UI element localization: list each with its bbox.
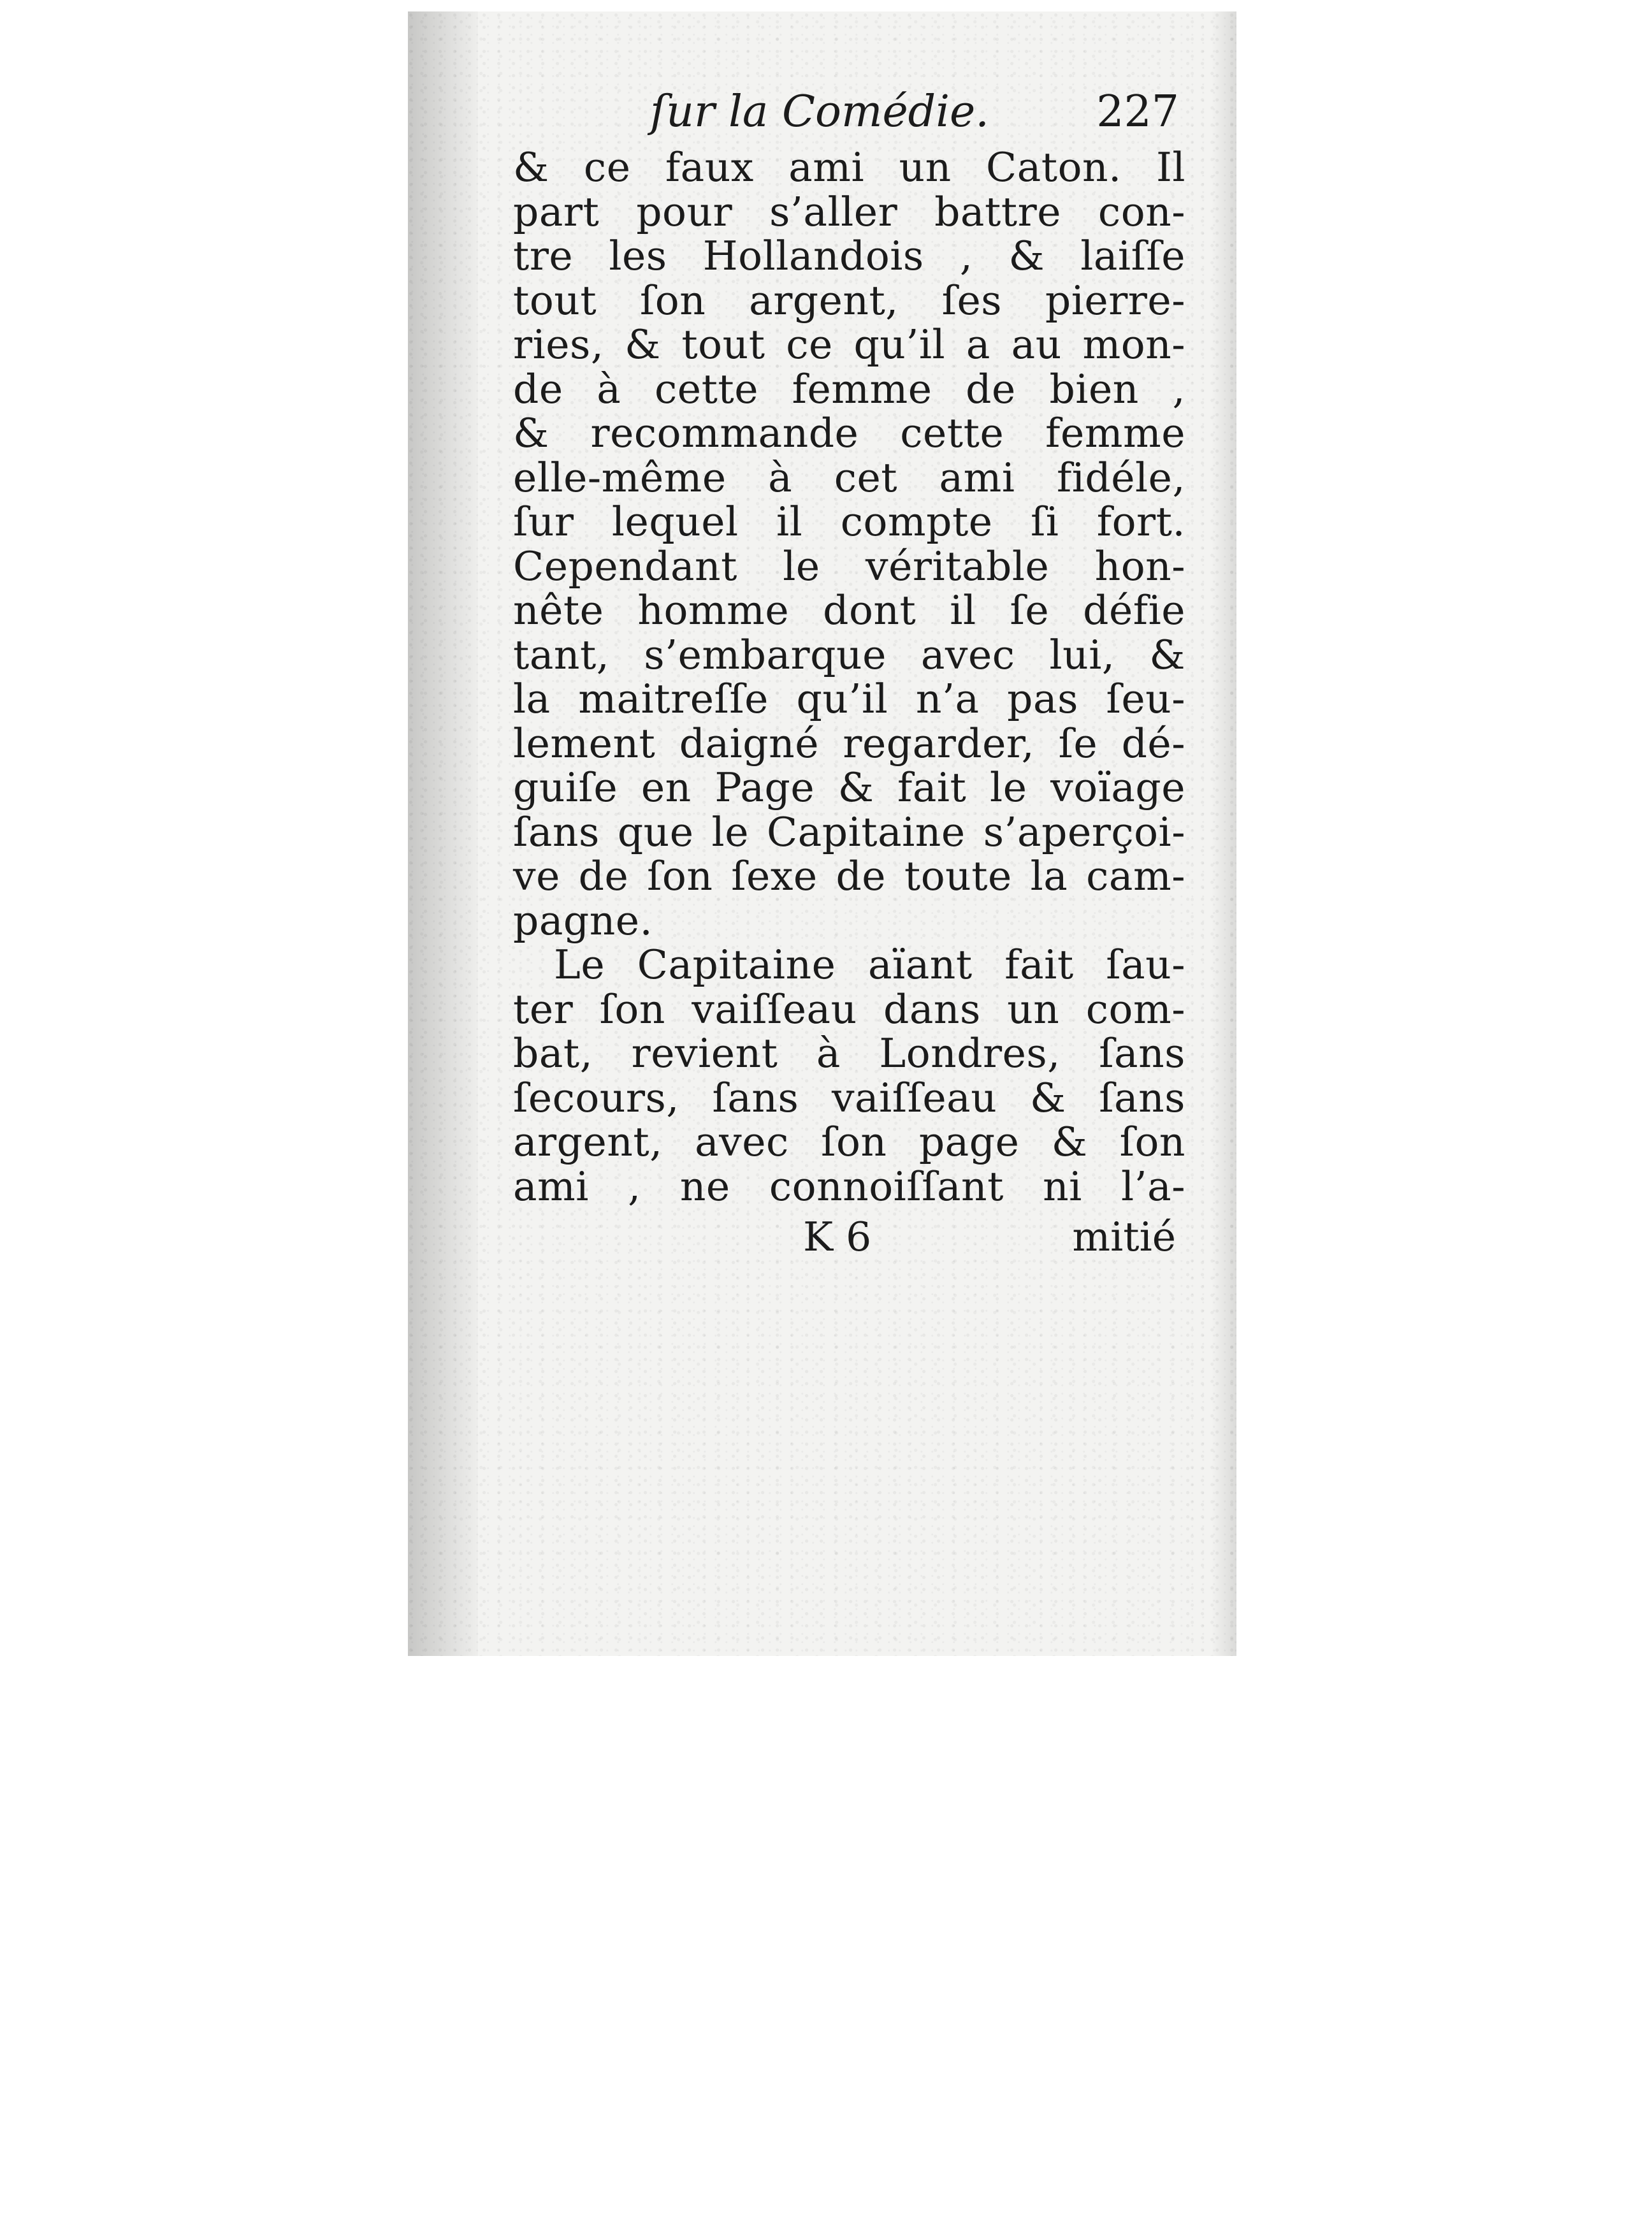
text-line: ſur lequel il compte ſi fort.: [513, 498, 1185, 545]
text-line: pagne.: [513, 897, 653, 944]
text-line: tout ſon argent, ſes pierre-: [513, 277, 1185, 324]
text-line: & recommande cette femme: [513, 410, 1185, 456]
text-line: guiſe en Page & fait le voïage: [513, 764, 1185, 811]
text-line: elle-même à cet ami fidéle,: [513, 454, 1185, 501]
text-line: ſans que le Capitaine s’aperçoi-: [513, 808, 1185, 855]
scanned-page: [408, 11, 1236, 1656]
text-block: [513, 78, 1185, 1266]
running-title: ſur la Comédie.: [650, 87, 989, 137]
text-line: ve de ſon ſexe de toute la cam-: [513, 853, 1185, 899]
catchword: mitié: [1072, 1214, 1176, 1260]
text-line: Le Capitaine aïant fait ſau-: [554, 941, 1185, 988]
text-line: bat, revient à Londres, ſans: [513, 1030, 1185, 1077]
text-line: de à cette femme de bien ,: [513, 365, 1185, 412]
text-line: lement daigné regarder, ſe dé-: [513, 720, 1185, 767]
text-line: la maitreſſe qu’il n’a pas ſeu-: [513, 676, 1185, 722]
text-line: ter ſon vaiſſeau dans un com-: [513, 985, 1185, 1033]
running-head: [513, 78, 1185, 145]
text-line: part pour s’aller battre con-: [513, 188, 1185, 235]
page-number: 227: [1096, 87, 1179, 137]
text-line: argent, avec ſon page & ſon: [513, 1119, 1185, 1165]
text-line: ries, & tout ce qu’il a au mon-: [513, 321, 1185, 368]
signature-mark: K 6: [803, 1214, 872, 1260]
text-line: tre les Hollandois , & laiſſe: [513, 233, 1185, 279]
text-line: & ce faux ami un Caton. Il: [513, 144, 1185, 191]
text-line: Cependant le véritable hon-: [513, 542, 1185, 590]
text-line: ſecours, ſans vaiſſeau & ſans: [513, 1074, 1185, 1121]
page-footer: [513, 1209, 1185, 1266]
text-line: ami , ne connoiſſant ni l’a-: [513, 1163, 1185, 1210]
text-line: nête homme dont il ſe défie: [513, 587, 1185, 634]
body-text: [513, 145, 1185, 1209]
text-line: tant, s’embarque avec lui, &: [513, 631, 1185, 678]
